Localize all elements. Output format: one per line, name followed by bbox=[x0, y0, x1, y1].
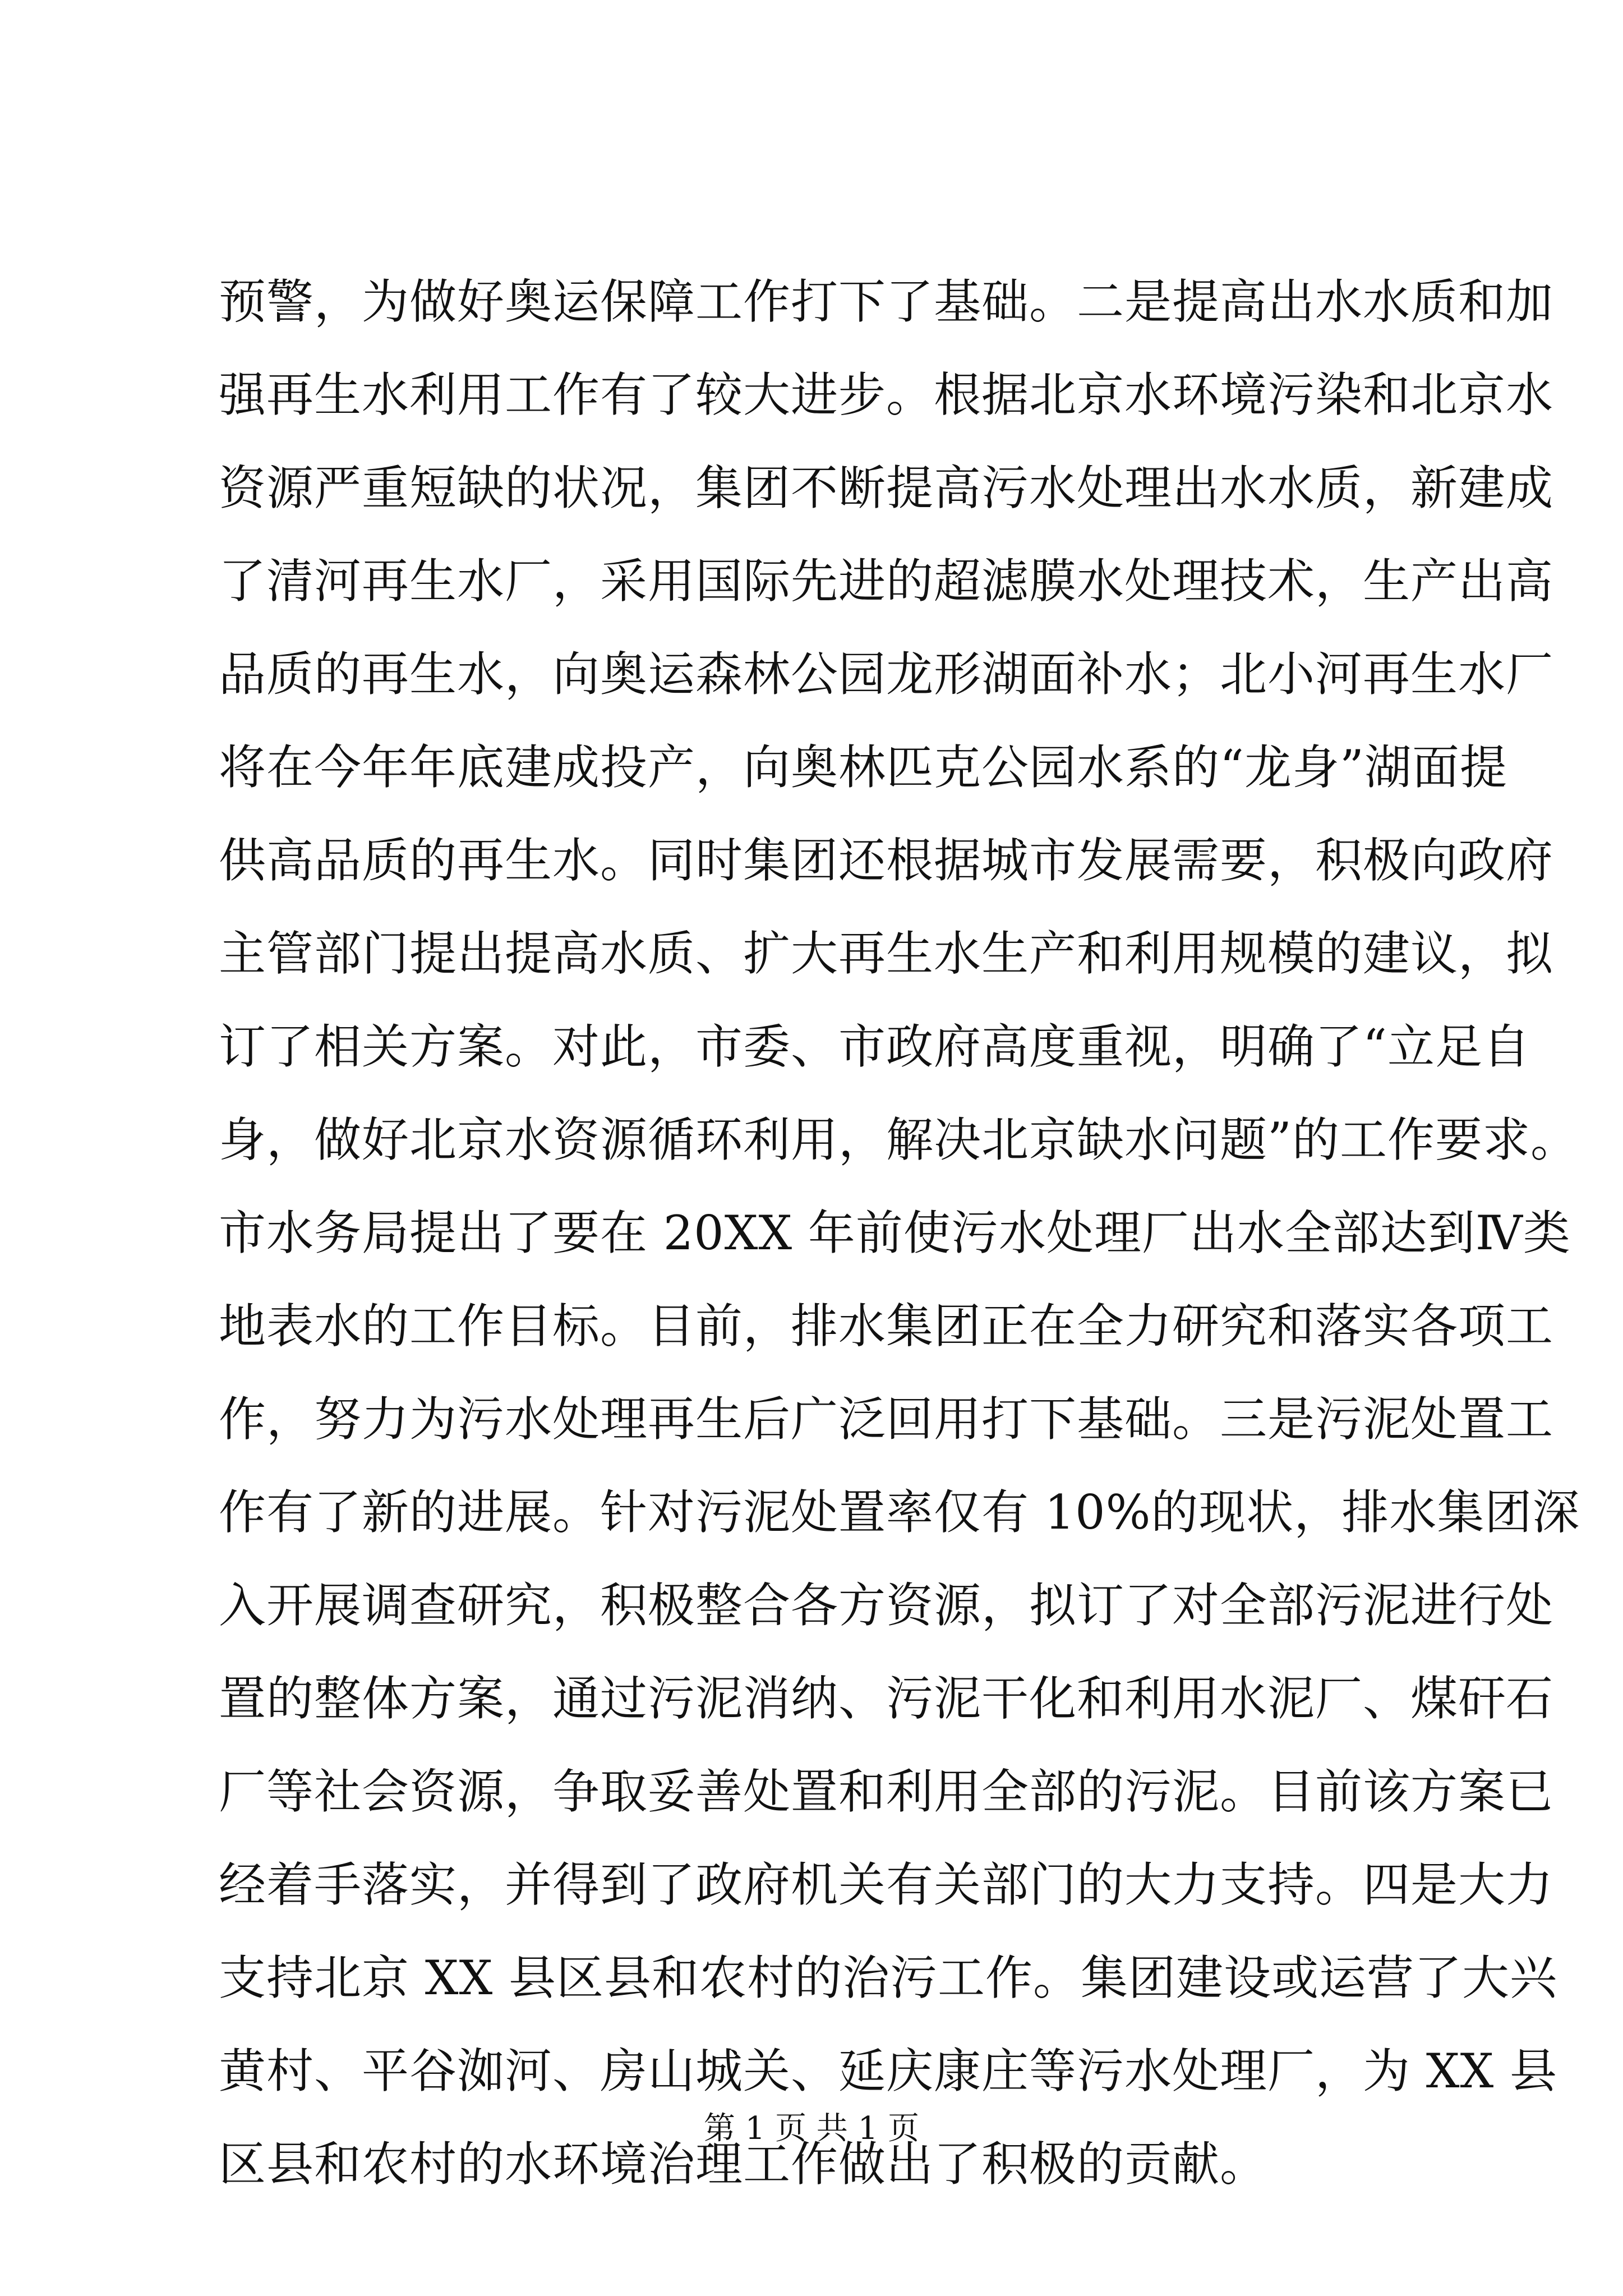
text-line: 区县和农村的水环境治理工作做出了积极的贡献。 bbox=[219, 2137, 1268, 2192]
body-text bbox=[219, 255, 1580, 2211]
text-line: 资源严重短缺的状况，集团不断提高污水处理出水水质，新建成 bbox=[219, 461, 1554, 516]
text-line: 品质的再生水，向奥运森林公园龙形湖面补水；北小河再生水厂 bbox=[219, 647, 1554, 702]
text-line: 黄村、平谷洳河、房山城关、延庆康庄等污水处理厂，为 XX 县 bbox=[219, 2044, 1558, 2099]
text-line: 入开展调查研究，积极整合各方资源，拟订了对全部污泥进行处 bbox=[219, 1578, 1554, 1633]
text-line: 支持北京 XX 县区县和农村的治污工作。集团建设或运营了大兴 bbox=[219, 1950, 1558, 2005]
text-line: 强再生水利用工作有了较大进步。根据北京水环境污染和北京水 bbox=[219, 367, 1554, 422]
text-line: 市水务局提出了要在 20XX 年前使污水处理厂出水全部达到Ⅳ类 bbox=[219, 1205, 1571, 1260]
page-number-footer: 第 1 页 共 1 页 bbox=[703, 2110, 920, 2147]
text-line: 作有了新的进展。针对污泥处置率仅有 10%的现状，排水集团深 bbox=[219, 1485, 1580, 1540]
text-line: 作，努力为污水处理再生后广泛回用打下基础。三是污泥处置工 bbox=[219, 1392, 1554, 1447]
text-line: 厂等社会资源，争取妥善处置和利用全部的污泥。目前该方案已 bbox=[219, 1764, 1554, 1819]
text-line: 订了相关方案。对此，市委、市政府高度重视，明确了“立足自 bbox=[219, 1019, 1530, 1074]
text-line: 了清河再生水厂，采用国际先进的超滤膜水处理技术，生产出高 bbox=[219, 554, 1554, 609]
text-line: 主管部门提出提高水质、扩大再生水生产和利用规模的建议，拟 bbox=[219, 926, 1554, 981]
text-line: 预警，为做好奥运保障工作打下了基础。二是提高出水水质和加 bbox=[219, 274, 1554, 329]
text-line: 经着手落实，并得到了政府机关有关部门的大力支持。四是大力 bbox=[219, 1857, 1554, 1912]
text-line: 供高品质的再生水。同时集团还根据城市发展需要，积极向政府 bbox=[219, 833, 1554, 888]
text-line: 置的整体方案，通过污泥消纳、污泥干化和利用水泥厂、煤矸石 bbox=[219, 1671, 1554, 1726]
text-line: 地表水的工作目标。目前，排水集团正在全力研究和落实各项工 bbox=[219, 1299, 1554, 1354]
text-line: 身，做好北京水资源循环利用，解决北京缺水问题”的工作要求。 bbox=[219, 1112, 1578, 1167]
text-line: 将在今年年底建成投产，向奥林匹克公园水系的“龙身”湖面提 bbox=[219, 740, 1507, 795]
